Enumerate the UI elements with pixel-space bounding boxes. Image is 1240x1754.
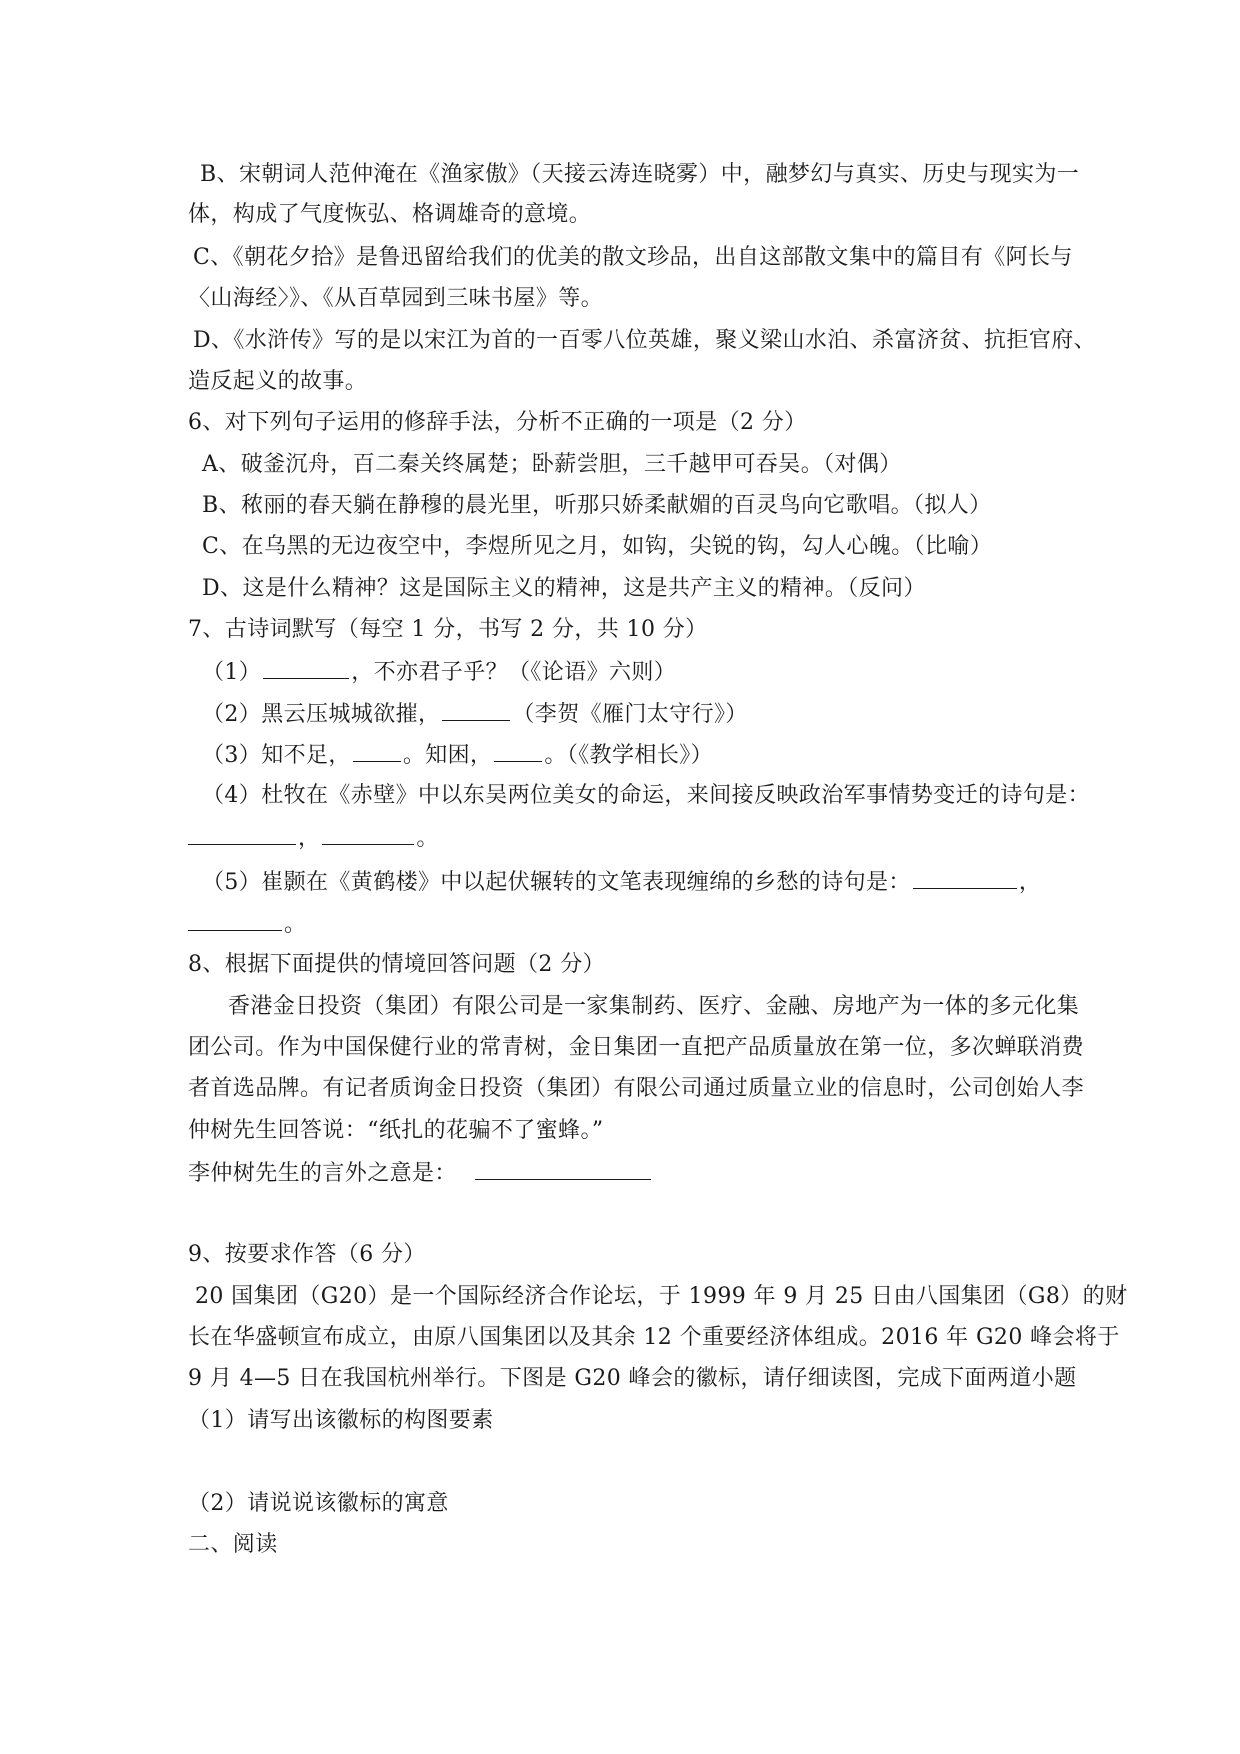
q7-item1-prefix: （1）	[202, 660, 262, 685]
q7-item4-end: 。	[416, 826, 439, 851]
q5-option-b-line1: B、宋朝词人范仲淹在《渔家傲》（天接云涛连晓雾）中，融梦幻与真实、历史与现实为一	[200, 162, 1080, 187]
q9-sub-question-1: （1）请写出该徽标的构图要素	[188, 1408, 494, 1433]
q7-item2-suffix: （李贺《雁门太守行》）	[512, 702, 748, 727]
q7-item2-prefix: （2）黑云压城城欲摧，	[202, 702, 441, 727]
q8-paragraph-line4: 仲树先生回答说：“纸扎的花骗不了蜜蜂。”	[188, 1118, 604, 1143]
q7-item3-prefix: （3）知不足，	[202, 743, 351, 768]
q7-item5-end: 。	[284, 912, 307, 937]
q7-item4-text: （4）杜牧在《赤壁》中以东吴两位美女的命运，来间接反映政治军事情势变迁的诗句是：	[202, 783, 1090, 808]
q6-option-c: C、在乌黑的无边夜空中，李煜所见之月，如钩，尖锐的钩，勾人心魄。（比喻）	[202, 534, 993, 559]
q8-title: 8、根据下面提供的情境回答问题（2 分）	[188, 952, 605, 977]
q9-paragraph-line1: 20 国集团（G20）是一个国际经济合作论坛，于 1999 年 9 月 25 日由八国集团（G8）的财	[195, 1284, 1128, 1309]
q6-title: 6、对下列句子运用的修辞手法，分析不正确的一项是（2 分）	[188, 410, 807, 435]
q7-item3	[202, 739, 713, 769]
q7-item5-blank-1[interactable]	[913, 866, 1017, 889]
q8-paragraph-line3: 者首选品牌。有记者质询金日投资（集团）有限公司通过质量立业的信息时，公司创始人李	[188, 1076, 1085, 1101]
q7-item5-blank-2[interactable]	[188, 908, 282, 931]
q7-item3-blank-2[interactable]	[494, 739, 542, 762]
q7-item5-text: （5）崔颢在《黄鹤楼》中以起伏辗转的文笔表现缠绵的乡愁的诗句是：	[202, 870, 911, 895]
section-2-title: 二、阅读	[188, 1532, 278, 1557]
q7-item3-middle: 。知困，	[402, 743, 493, 768]
q8-prompt-line	[188, 1157, 653, 1187]
q7-item5	[202, 866, 1041, 896]
q7-item4-blank-2[interactable]	[322, 822, 414, 845]
q8-paragraph-line2: 团公司。作为中国保健行业的常青树，金日集团一直把产品质量放在第一位，多次蝉联消费	[188, 1035, 1085, 1060]
q7-item5-answer	[188, 908, 306, 938]
q7-item3-suffix: 。（《教学相长》）	[544, 743, 714, 768]
q9-sub-question-2: （2）请说说该徽标的寓意	[188, 1491, 449, 1516]
q6-option-b: B、秾丽的春天躺在静穆的晨光里，听那只娇柔献媚的百灵鸟向它歌唱。（拟人）	[202, 493, 992, 518]
q7-item4-answer	[188, 822, 439, 852]
q7-title: 7、古诗词默写（每空 1 分，书写 2 分，共 10 分）	[188, 617, 708, 642]
q5-option-d-line1: D、《水浒传》写的是以宋江为首的一百零八位英雄，聚义梁山水泊、杀富济贫、抗拒官府、	[193, 328, 1097, 353]
q7-item1-suffix: ，不亦君子乎？（《论语》六则）	[351, 660, 677, 685]
q9-paragraph-line3: 9 月 4—5 日在我国杭州举行。下图是 G20 峰会的徽标，请仔细读图，完成下面两道小题	[188, 1366, 1077, 1391]
q7-item4-blank-1[interactable]	[188, 822, 296, 845]
q8-paragraph-line1: 香港金日投资（集团）有限公司是一家集制药、医疗、金融、房地产为一体的多元化集	[228, 994, 1080, 1019]
q9-title: 9、按要求作答（6 分）	[188, 1242, 426, 1267]
q6-option-a: A、破釜沉舟，百二秦关终属楚；卧薪尝胆，三千越甲可吞吴。（对偶）	[202, 452, 902, 477]
q7-item1	[202, 656, 676, 686]
q5-option-c-line2: 〈山海经〉》、《从百草园到三味书屋》等。	[188, 286, 604, 311]
q5-option-d-line2: 造反起义的故事。	[188, 369, 368, 394]
q7-item3-blank-1[interactable]	[353, 739, 401, 762]
q5-option-b-line2: 体，构成了气度恢弘、格调雄奇的意境。	[188, 202, 592, 227]
q7-item4-separator: ，	[298, 826, 321, 851]
q5-option-c-line1: C、《朝花夕拾》是鲁迅留给我们的优美的散文珍品，出自这部散文集中的篇目有《阿长与	[193, 245, 1073, 270]
q9-paragraph-line2: 长在华盛顿宣布成立，由原八国集团以及其余 12 个重要经济体组成。2016 年 G20 峰会将于	[188, 1325, 1120, 1350]
q7-item1-blank[interactable]	[263, 656, 349, 679]
q7-item2-blank[interactable]	[442, 698, 510, 721]
q6-option-d: D、这是什么精神？这是国际主义的精神，这是共产主义的精神。（反问）	[202, 576, 926, 601]
q8-prompt: 李仲树先生的言外之意是：	[188, 1161, 457, 1186]
q7-item2	[202, 698, 748, 728]
q8-answer-blank[interactable]	[475, 1157, 651, 1180]
q7-item5-separator: ，	[1018, 870, 1042, 895]
